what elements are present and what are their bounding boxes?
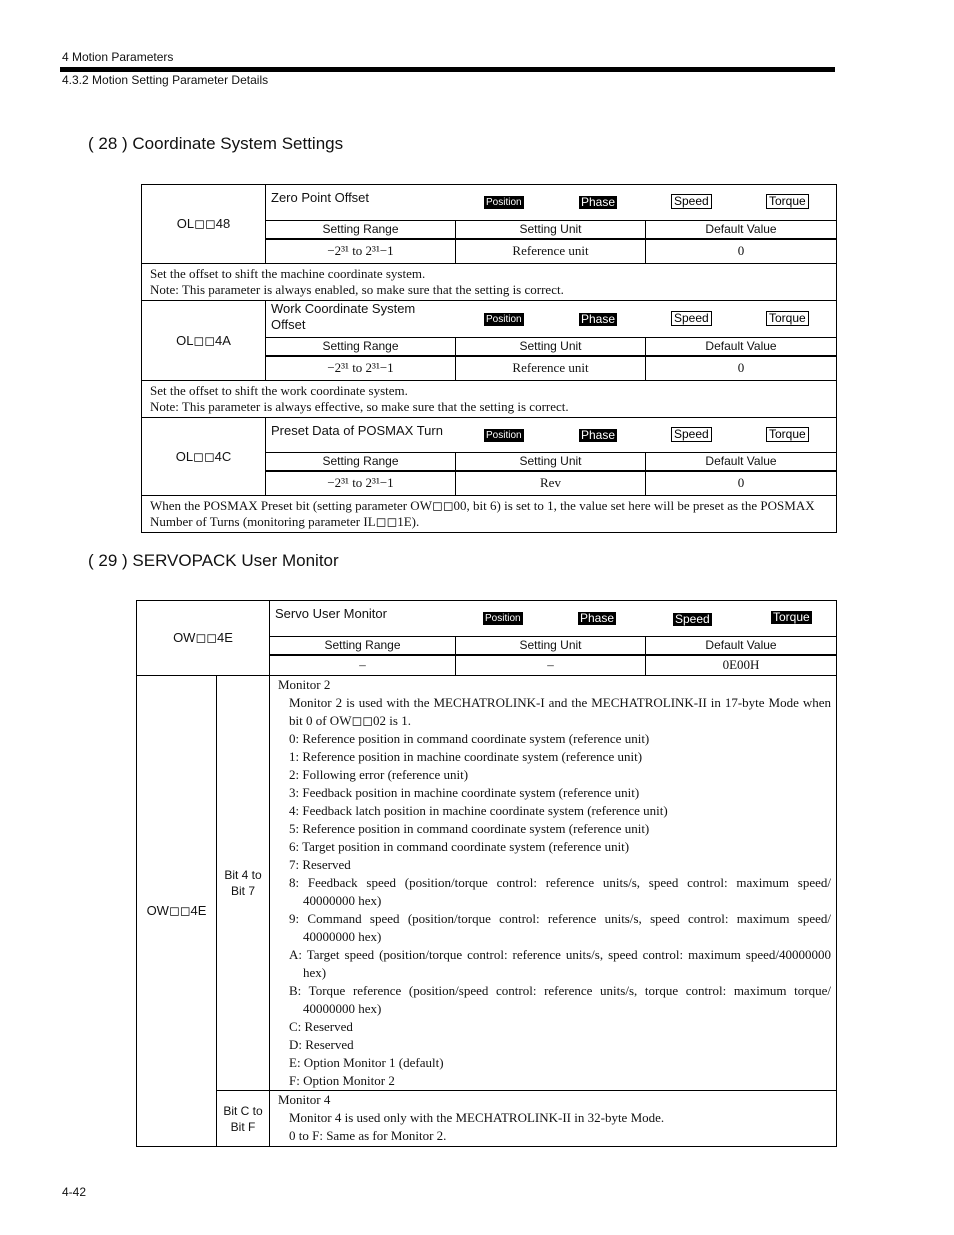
param-name-cell bbox=[266, 418, 837, 453]
param-name: Servo User Monitor bbox=[275, 606, 387, 621]
monitor-item: 0 to F: Same as for Monitor 2. bbox=[289, 1128, 447, 1143]
monitor-item: 5: Reference position in command coordinate system (reference unit) bbox=[289, 821, 650, 836]
monitor-4-description bbox=[270, 1091, 837, 1147]
default-value-header: Default Value bbox=[646, 453, 837, 471]
section-header: 4.3.2 Motion Setting Parameter Details bbox=[62, 73, 269, 87]
speed-badge: Speed bbox=[675, 612, 710, 626]
monitor-item: 8: Feedback speed (position/torque control: reference units/s, speed control: maximum speed/ 40000000 hex) bbox=[289, 875, 832, 908]
param-description bbox=[142, 496, 837, 533]
position-badge: Position bbox=[485, 613, 521, 624]
monitor-item: 4: Feedback latch position in machine coordinate system (reference unit) bbox=[289, 803, 668, 818]
setting-range-value: −2³¹ to 2³¹−1 bbox=[266, 471, 456, 496]
register-cell-left: OW◻◻4E bbox=[137, 676, 217, 1147]
register-cell: OL◻◻4C bbox=[142, 418, 266, 496]
setting-range-header: Setting Range bbox=[266, 338, 456, 356]
monitor-item: 1: Reference position in machine coordinate system (reference unit) bbox=[289, 749, 643, 764]
section-28-title: ( 28 ) Coordinate System Settings bbox=[88, 134, 344, 153]
monitor-item: A: Target speed (position/torque control: reference units/s, speed control: maximum speed/40000000 hex) bbox=[289, 947, 832, 980]
param-name: Work Coordinate System Offset bbox=[271, 301, 416, 332]
default-value: 0 bbox=[646, 239, 837, 264]
torque-badge: Torque bbox=[773, 610, 810, 624]
setting-unit-value: Reference unit bbox=[456, 239, 646, 264]
param-name-cell bbox=[266, 301, 837, 338]
monitor-item: 9: Command speed (position/torque control: reference units/s, speed control: maximum speed/ 40000000 hex) bbox=[289, 911, 832, 944]
torque-badge: Torque bbox=[766, 427, 809, 442]
monitor-2-description bbox=[270, 676, 837, 1091]
setting-unit-header: Setting Unit bbox=[456, 637, 646, 655]
param-name: Zero Point Offset bbox=[271, 190, 370, 205]
default-value-header: Default Value bbox=[646, 637, 837, 655]
monitor-title: Monitor 2 bbox=[278, 677, 331, 692]
phase-badge: Phase bbox=[580, 611, 615, 625]
torque-badge: Torque bbox=[766, 194, 809, 209]
page-number: 4-42 bbox=[62, 1185, 87, 1199]
default-value: 0 bbox=[646, 356, 837, 381]
section-29-title: ( 29 ) SERVOPACK User Monitor bbox=[88, 551, 339, 570]
default-value: 0E00H bbox=[646, 655, 837, 676]
coordinate-params-table bbox=[141, 184, 837, 533]
param-name: Preset Data of POSMAX Turn bbox=[271, 423, 443, 438]
monitor-item: 6: Target position in command coordinate system (reference unit) bbox=[289, 839, 630, 854]
monitor-item: 0: Reference position in command coordinate system (reference unit) bbox=[289, 731, 650, 746]
param-name-cell bbox=[270, 601, 837, 637]
default-value-header: Default Value bbox=[646, 338, 837, 356]
setting-unit-value: Reference unit bbox=[456, 356, 646, 381]
register-cell: OW◻◻4E bbox=[137, 601, 270, 676]
setting-unit-header: Setting Unit bbox=[456, 453, 646, 471]
monitor-item: 3: Feedback position in machine coordinate system (reference unit) bbox=[289, 785, 640, 800]
param-name-cell bbox=[266, 185, 837, 221]
monitor-item: Monitor 4 is used only with the MECHATROLINK-II in 32-byte Mode. bbox=[289, 1110, 665, 1125]
header-rule bbox=[60, 67, 835, 72]
monitor-item: 7: Reserved bbox=[289, 857, 351, 872]
default-value-header: Default Value bbox=[646, 221, 837, 239]
setting-range-value: – bbox=[270, 655, 456, 676]
bit-range-4-7: Bit 4 to Bit 7 bbox=[217, 676, 270, 1091]
description-line: Set the offset to shift the machine coordinate system. bbox=[150, 266, 426, 281]
setting-range-header: Setting Range bbox=[266, 453, 456, 471]
phase-badge: Phase bbox=[581, 428, 616, 442]
speed-badge: Speed bbox=[671, 194, 712, 209]
chapter-header: 4 Motion Parameters bbox=[62, 50, 174, 64]
monitor-item: F: Option Monitor 2 bbox=[289, 1073, 395, 1088]
register-cell: OL◻◻4A bbox=[142, 301, 266, 381]
setting-range-header: Setting Range bbox=[266, 221, 456, 239]
torque-badge: Torque bbox=[766, 311, 809, 326]
description-note: Note: This parameter is always effective, so make sure that the setting is correct. bbox=[150, 399, 569, 414]
bit-range-c-f: Bit C to Bit F bbox=[217, 1091, 270, 1147]
monitor-item: E: Option Monitor 1 (default) bbox=[289, 1055, 444, 1070]
monitor-item: D: Reserved bbox=[289, 1037, 354, 1052]
phase-badge: Phase bbox=[581, 195, 616, 209]
param-description bbox=[142, 381, 837, 418]
setting-unit-value: Rev bbox=[456, 471, 646, 496]
monitor-item: Monitor 2 is used with the MECHATROLINK-I and the MECHATROLINK-II in 17-byte Mode when bit 0 of OW◻◻02 is 1. bbox=[289, 695, 832, 728]
position-badge: Position bbox=[486, 430, 522, 441]
monitor-item: 2: Following error (reference unit) bbox=[289, 767, 469, 782]
setting-unit-header: Setting Unit bbox=[456, 221, 646, 239]
speed-badge: Speed bbox=[671, 311, 712, 326]
monitor-title: Monitor 4 bbox=[278, 1092, 331, 1107]
description-note: Note: This parameter is always enabled, so make sure that the setting is correct. bbox=[150, 282, 564, 297]
setting-unit-header: Setting Unit bbox=[456, 338, 646, 356]
position-badge: Position bbox=[486, 197, 522, 208]
setting-range-value: −2³¹ to 2³¹−1 bbox=[266, 239, 456, 264]
param-description bbox=[142, 264, 837, 301]
description-line: Set the offset to shift the work coordinate system. bbox=[150, 383, 408, 398]
description-line: When the POSMAX Preset bit (setting parameter OW◻◻00, bit 6) is set to 1, the value set here will be preset as the POSMAX Number of Turns (monitoring parameter IL◻◻1E). bbox=[150, 498, 815, 529]
user-monitor-table bbox=[136, 600, 837, 1147]
monitor-item: B: Torque reference (position/speed control: reference units/s, torque control: maximum torque/ 40000000 hex) bbox=[289, 983, 832, 1016]
monitor-item: C: Reserved bbox=[289, 1019, 353, 1034]
default-value: 0 bbox=[646, 471, 837, 496]
phase-badge: Phase bbox=[581, 312, 616, 326]
position-badge: Position bbox=[486, 314, 522, 325]
setting-range-header: Setting Range bbox=[270, 637, 456, 655]
setting-unit-value: – bbox=[456, 655, 646, 676]
speed-badge: Speed bbox=[671, 427, 712, 442]
register-cell: OL◻◻48 bbox=[142, 185, 266, 264]
setting-range-value: −2³¹ to 2³¹−1 bbox=[266, 356, 456, 381]
